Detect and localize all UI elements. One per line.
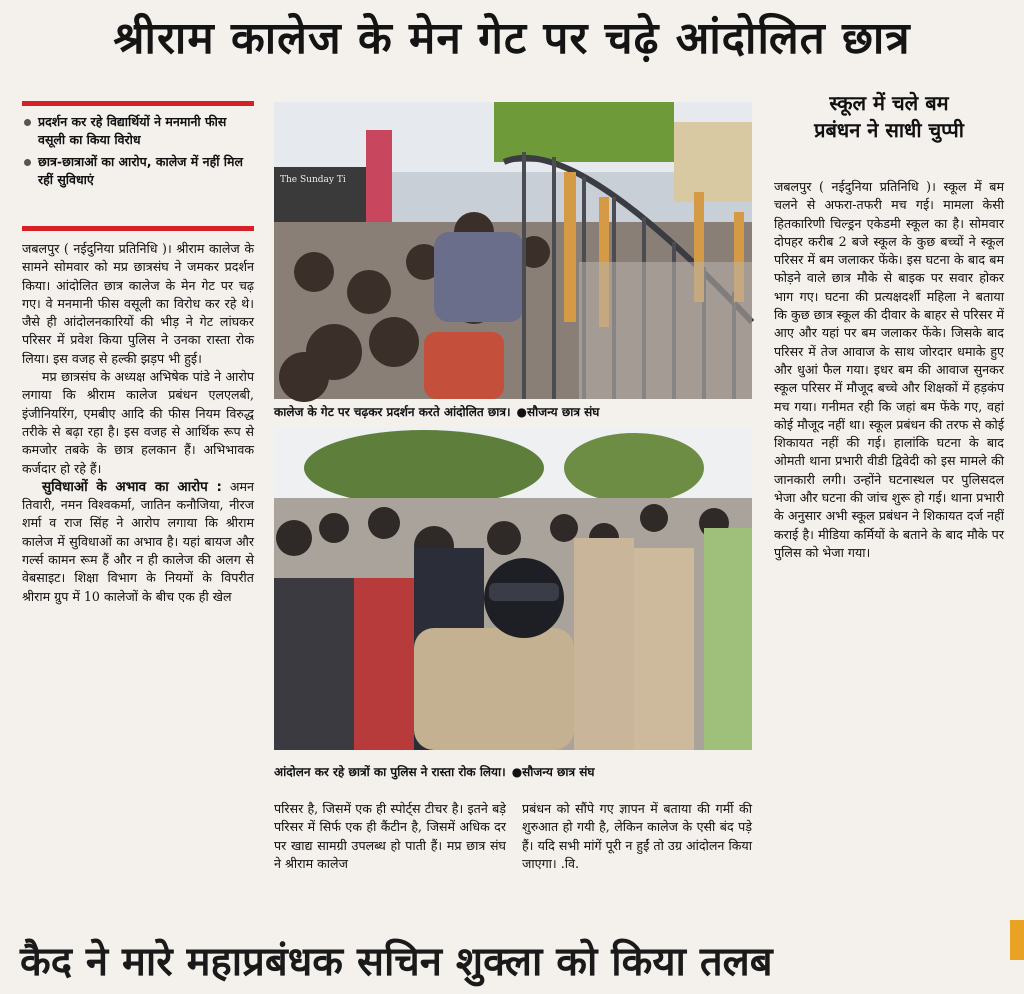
- main-headline: श्रीराम कालेज के मेन गेट पर चढ़े आंदोलित छात्र: [113, 13, 911, 64]
- photo2-credit: ●सौजन्य छात्र संघ: [511, 765, 595, 779]
- shop-sign-text: The Sunday Ti: [280, 175, 346, 185]
- middle-column-1: परिसर है, जिसमें एक ही स्पोर्ट्स टीचर है। इतने बड़े परिसर में सिर्फ एक ही कैंटीन है, जिसमें अधिक दर पर खाद्य सामग्री उपलब्ध हो पाती हैं। मप्र छात्र संघ ने श्रीराम कालेज: [274, 801, 506, 871]
- left-paragraph-1: जबलपुर ( नईदुनिया प्रतिनिधि )। श्रीराम कालेज के सामने सोमवार को मप्र छात्रसंघ ने जमकर प्रदर्शन किया। आंदोलित छात्र कालेज के मेन गेट पर चढ़ गए। वे मनमानी फीस वसूली का विरोध कर रहे थे। जैसे ही आंदोलनकारियों की भीड़ ने गेट लांघकर परिसर में प्रवेश किया पुलिस ने उनका रास्ता रोक लिया। इस वजह से हल्की झड़प भी हुई।: [22, 241, 254, 366]
- next-story-headline: कैद ने मारे महाप्रबंधक सचिन शुक्ला को किया तलब: [20, 939, 773, 985]
- right-story-body: जबलपुर ( नईदुनिया प्रतिनिधि )। स्कूल में बम चलने से अफरा-तफरी मच गई। मामला केसी हितकारिणी चिल्ड्रन एकेडमी स्कूल का है। सोमवार दोपहर करीब 2 बजे स्कूल के कुछ बच्चों ने स्कूल परिसर में बम जलाकर फेंके। इस घटना के बाद बम फोड़ने वाले छात्र मौके से बाइक पर सवार होकर भाग गए। घटना की प्रत्यक्षदर्शी महिला ने बताया कि कुछ छात्र स्कूल की दीवार के बाहर से परिसर में आए और यहां पर बम जलाकर फेंके। जिसके बाद परिसर में तेज आवाज के साथ जोरदार धमाके हुए और धुआं फैल गया। इधर बम की आवाज सुनकर स्कूल परिसर में मौजूद बच्चे और शिक्षकों में हड़कंप मच गया। गनीमत रही कि जहां बम फेंके गए, वहां कोई मौजूद नहीं था। स्कूल प्रबंधन की तरफ से कोई शिकायत नहीं की गई। हालांकि घटना के बाद ओमती थाना प्रभारी वीडी द्विवेदी को इस मामले की जानकारी लगी। उन्होंने घटनास्थल पर पुलिसदल भेजा और घटना की जांच शुरू हो गई। थाना प्रभारी के अनुसार अभी स्कूल प्रबंधन ने शिकायत दर्ज नहीं कराई है। मीडिया कर्मियों के बताने के बाद मौके पर पुलिस को भेजा गया।: [774, 179, 1004, 560]
- summary-bullet: छात्र-छात्राओं का आरोप, कालेज में नहीं मिल रहीं सुविधाएं: [22, 153, 254, 189]
- police-scene-illustration: [274, 428, 752, 750]
- photo1-caption-text: कालेज के गेट पर चढ़कर प्रदर्शन करते आंदोलित छात्र।: [274, 405, 511, 419]
- photo2-caption-text: आंदोलन कर रहे छात्रों का पुलिस ने रास्ता रोक लिया।: [274, 765, 506, 779]
- right-headline-line-1: स्कूल में चले बम: [829, 91, 949, 115]
- left-paragraph-3: अमन तिवारी, नमन विश्वकर्मा, जातिन कनौजिया, नीरज शर्मा व राज सिंह ने आरोप लगाया कि श्रीराम कालेज में सुविधाओं का अभाव है। यहां बायज और गर्ल्स कामन रूम हैं और न ही कालेज की अलग से वेबसाइट। शिक्षा विभाग के नियमों के विपरीत श्रीराम ग्रुप में 10 कालेजों के बीच एक ही खेल: [22, 478, 254, 604]
- page-edge-marker: [1010, 920, 1024, 960]
- right-headline-line-2: प्रबंधन ने साधी चुप्पी: [814, 118, 964, 142]
- gate-scene-illustration: [274, 102, 752, 399]
- police-block-photo: [274, 428, 752, 750]
- right-story-headline: [774, 90, 1004, 144]
- summary-bullet: प्रदर्शन कर रहे विद्यार्थियों ने मनमानी फीस वसूली का किया विरोध: [22, 113, 254, 149]
- photo1-caption: [274, 403, 599, 420]
- bullet-bottom-rule: [22, 226, 254, 231]
- left-paragraph-2: मप्र छात्रसंघ के अध्यक्ष अभिषेक पांडे ने आरोप लगाया कि श्रीराम कालेज प्रबंधन एलएलबी, इंजीनियरिंग, एमबीए आदि की फीस नियम विरुद्ध तरीके से बढ़ा रहा है। इस वजह से आर्थिक रूप से कमजोर तबके के छात्र हलकान हैं। अभिभावक कर्जदार हो रहे हैं।: [22, 369, 254, 476]
- protest-gate-photo: [274, 102, 752, 399]
- bullet-top-rule: [22, 101, 254, 106]
- left-subhead: सुविधाओं के अभाव का आरोप :: [42, 478, 222, 495]
- photo1-credit: ●सौजन्य छात्र संघ: [516, 405, 600, 419]
- middle-column-2: प्रबंधन को सौंपे गए ज्ञापन में बताया की गर्मी की शुरुआत हो गयी है, लेकिन कालेज के एसी बंद पड़े हैं। यदि सभी मांगें पूरी न हुईं तो उग्र आंदोलन किया जाएगा। .वि.: [522, 801, 752, 871]
- left-column-text: [22, 240, 254, 915]
- photo2-caption: [274, 763, 595, 780]
- summary-bullets: [22, 113, 254, 193]
